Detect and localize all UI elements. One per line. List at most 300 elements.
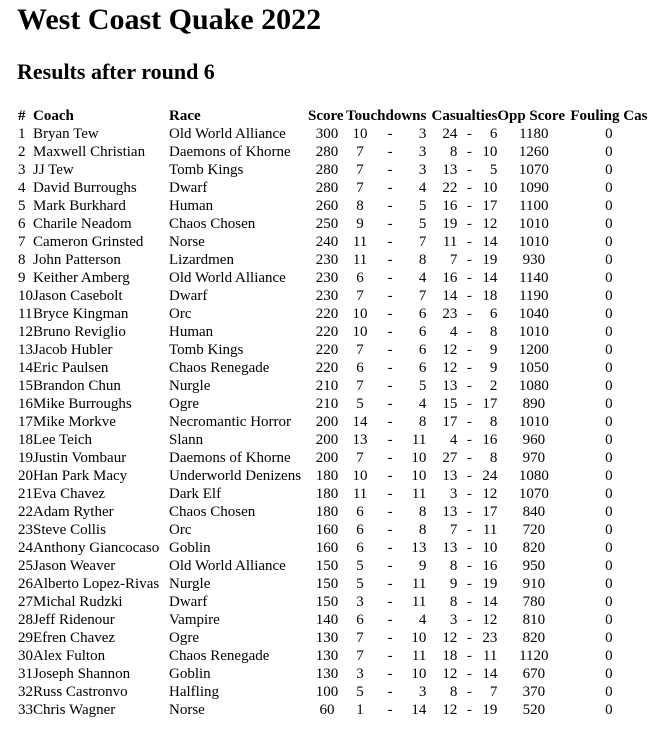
row-num: 8: [18, 252, 26, 268]
row-race: Chaos Renegade: [169, 360, 270, 376]
row-cas-for: 19: [442, 216, 458, 232]
row-num: 21: [18, 486, 33, 502]
row-td-for: 3: [356, 594, 364, 610]
row-opp-score: 1010: [518, 216, 549, 232]
row-num: 24: [18, 540, 33, 556]
row-cas-against: 9: [489, 360, 498, 376]
row-cas-against: 8: [489, 450, 498, 466]
row-cas-dash: -: [466, 468, 472, 484]
row-cas-dash: -: [466, 126, 472, 142]
row-num: 33: [18, 702, 33, 718]
row-opp-score: 890: [522, 396, 546, 412]
row-coach: Lee Teich: [33, 432, 93, 448]
row-td-dash: -: [387, 252, 393, 268]
row-td-dash: -: [387, 324, 393, 340]
row-cas-for: 27: [442, 450, 458, 466]
row-cas-for: 9: [449, 576, 458, 592]
row-cas-dash: -: [466, 396, 472, 412]
row-cas-against: 16: [482, 558, 498, 574]
row-coach: Anthony Giancocaso: [33, 540, 160, 556]
row-fouling-cas: 0: [605, 414, 613, 430]
row-td-dash: -: [387, 630, 393, 646]
row-cas-for: 12: [442, 702, 458, 718]
page-title: West Coast Quake 2022: [17, 3, 322, 36]
row-cas-for: 16: [442, 198, 458, 214]
row-coach: Keither Amberg: [33, 270, 130, 286]
row-fouling-cas: 0: [605, 198, 613, 214]
row-td-dash: -: [387, 540, 393, 556]
row-race: Goblin: [169, 666, 211, 682]
row-num: 9: [18, 270, 26, 286]
row-score: 100: [315, 684, 339, 700]
row-coach: Russ Castronvo: [33, 684, 128, 700]
header-fouling-cas: Fouling Cas: [570, 108, 648, 124]
row-td-for: 6: [356, 540, 364, 556]
row-race: Dwarf: [169, 594, 208, 610]
row-td-against: 11: [411, 576, 427, 592]
table-row: [18, 611, 647, 629]
row-fouling-cas: 0: [605, 504, 613, 520]
row-fouling-cas: 0: [605, 252, 613, 268]
row-cas-against: 10: [482, 540, 498, 556]
row-cas-against: 2: [489, 378, 498, 394]
table-row: [18, 395, 647, 413]
row-td-dash: -: [387, 522, 393, 538]
table-row: [18, 143, 647, 161]
row-score: 230: [315, 252, 339, 268]
row-opp-score: 1010: [518, 234, 549, 250]
row-td-dash: -: [387, 558, 393, 574]
row-fouling-cas: 0: [605, 288, 613, 304]
table-row: [18, 179, 647, 197]
row-fouling-cas: 0: [605, 486, 613, 502]
row-num: 5: [18, 198, 26, 214]
row-fouling-cas: 0: [605, 612, 613, 628]
row-num: 3: [18, 162, 26, 178]
row-td-against: 10: [411, 666, 427, 682]
table-row: [18, 197, 647, 215]
row-cas-dash: -: [466, 486, 472, 502]
row-td-against: 13: [411, 540, 427, 556]
row-coach: Eric Paulsen: [33, 360, 109, 376]
row-coach: Joseph Shannon: [33, 666, 131, 682]
row-score: 130: [315, 648, 339, 664]
row-opp-score: 930: [522, 252, 546, 268]
row-race: Norse: [169, 702, 205, 718]
row-race: Tomb Kings: [169, 162, 244, 178]
row-td-dash: -: [387, 378, 393, 394]
row-cas-dash: -: [466, 180, 472, 196]
table-row: [18, 701, 647, 719]
row-td-dash: -: [387, 216, 393, 232]
row-score: 220: [315, 306, 339, 322]
row-td-against: 7: [418, 234, 427, 250]
row-cas-against: 19: [482, 252, 498, 268]
row-race: Human: [169, 324, 214, 340]
row-td-against: 10: [411, 630, 427, 646]
row-num: 16: [18, 396, 33, 412]
table-row: [18, 233, 647, 251]
row-num: 23: [18, 522, 33, 538]
row-cas-for: 13: [442, 468, 458, 484]
row-td-dash: -: [387, 342, 393, 358]
row-race: Chaos Renegade: [169, 648, 270, 664]
row-cas-dash: -: [466, 504, 472, 520]
row-num: 15: [18, 378, 33, 394]
row-td-dash: -: [387, 360, 393, 376]
row-cas-against: 14: [482, 594, 498, 610]
row-td-dash: -: [387, 612, 393, 628]
row-td-dash: -: [387, 576, 393, 592]
row-opp-score: 1200: [518, 342, 549, 358]
row-cas-dash: -: [466, 594, 472, 610]
row-fouling-cas: 0: [605, 234, 613, 250]
header-casualties: Casualties: [431, 108, 498, 124]
row-race: Dwarf: [169, 288, 208, 304]
row-cas-against: 11: [482, 648, 498, 664]
row-cas-for: 12: [442, 360, 458, 376]
row-opp-score: 820: [522, 630, 546, 646]
row-num: 10: [18, 288, 33, 304]
row-cas-for: 8: [449, 594, 458, 610]
row-race: Chaos Chosen: [169, 216, 256, 232]
row-coach: Adam Ryther: [33, 504, 114, 520]
row-fouling-cas: 0: [605, 126, 613, 142]
row-fouling-cas: 0: [605, 684, 613, 700]
row-cas-dash: -: [466, 162, 472, 178]
row-td-against: 11: [411, 648, 427, 664]
header-touchdowns: Touchdowns: [346, 108, 427, 124]
row-td-for: 5: [356, 684, 364, 700]
table-row: [18, 377, 647, 395]
row-fouling-cas: 0: [605, 558, 613, 574]
row-num: 22: [18, 504, 33, 520]
table-row: [18, 161, 647, 179]
row-td-against: 3: [418, 144, 427, 160]
row-score: 150: [315, 576, 339, 592]
row-coach: Cameron Grinsted: [33, 234, 144, 250]
table-row: [18, 215, 647, 233]
row-score: 180: [315, 504, 339, 520]
row-opp-score: 840: [522, 504, 546, 520]
row-coach: Bryce Kingman: [33, 306, 129, 322]
table-row: [18, 323, 647, 341]
row-coach: Maxwell Christian: [33, 144, 146, 160]
row-td-dash: -: [387, 234, 393, 250]
row-num: 26: [18, 576, 33, 592]
row-cas-against: 19: [482, 702, 498, 718]
row-coach: Bryan Tew: [33, 126, 99, 142]
row-td-for: 8: [356, 198, 364, 214]
row-td-against: 4: [418, 396, 427, 412]
table-row: [18, 287, 647, 305]
row-fouling-cas: 0: [605, 270, 613, 286]
row-coach: Han Park Macy: [33, 468, 128, 484]
row-race: Old World Alliance: [169, 126, 286, 142]
row-opp-score: 1120: [519, 648, 549, 664]
row-opp-score: 520: [522, 702, 546, 718]
row-td-dash: -: [387, 162, 393, 178]
row-race: Old World Alliance: [169, 558, 286, 574]
row-cas-against: 6: [489, 126, 498, 142]
row-td-for: 7: [356, 162, 364, 178]
row-race: Old World Alliance: [169, 270, 286, 286]
row-cas-against: 12: [482, 216, 498, 232]
row-race: Necromantic Horror: [169, 414, 292, 430]
row-td-against: 7: [418, 288, 427, 304]
row-cas-against: 5: [489, 162, 498, 178]
row-td-against: 11: [411, 594, 427, 610]
table-row: [18, 647, 647, 665]
row-coach: Mike Burroughs: [33, 396, 132, 412]
row-opp-score: 960: [522, 432, 546, 448]
row-td-for: 7: [356, 378, 364, 394]
row-fouling-cas: 0: [605, 432, 613, 448]
header-num: #: [18, 108, 26, 124]
row-td-for: 13: [352, 432, 368, 448]
row-score: 140: [315, 612, 339, 628]
row-td-dash: -: [387, 180, 393, 196]
row-cas-against: 23: [482, 630, 498, 646]
row-cas-against: 7: [489, 684, 498, 700]
row-cas-dash: -: [466, 270, 472, 286]
row-num: 30: [18, 648, 33, 664]
row-cas-for: 12: [442, 342, 458, 358]
row-score: 300: [315, 126, 339, 142]
row-fouling-cas: 0: [605, 522, 613, 538]
row-num: 28: [18, 612, 33, 628]
row-opp-score: 1070: [518, 486, 549, 502]
row-fouling-cas: 0: [605, 342, 613, 358]
row-cas-for: 11: [442, 234, 458, 250]
row-td-dash: -: [387, 432, 393, 448]
row-fouling-cas: 0: [605, 450, 613, 466]
row-race: Nurgle: [169, 378, 211, 394]
row-cas-dash: -: [466, 630, 472, 646]
row-cas-against: 24: [482, 468, 498, 484]
row-td-for: 5: [356, 396, 364, 412]
row-td-for: 7: [356, 630, 364, 646]
row-cas-dash: -: [466, 252, 472, 268]
table-row: [18, 683, 647, 701]
row-td-for: 5: [356, 576, 364, 592]
row-td-against: 8: [418, 252, 427, 268]
row-td-against: 5: [418, 198, 427, 214]
row-fouling-cas: 0: [605, 162, 613, 178]
row-td-dash: -: [387, 306, 393, 322]
row-td-against: 4: [418, 270, 427, 286]
row-cas-for: 12: [442, 666, 458, 682]
row-cas-for: 15: [442, 396, 458, 412]
row-opp-score: 720: [522, 522, 546, 538]
row-opp-score: 1140: [519, 270, 549, 286]
row-opp-score: 1090: [518, 180, 549, 196]
row-cas-against: 6: [489, 306, 498, 322]
row-cas-dash: -: [466, 144, 472, 160]
row-cas-against: 16: [482, 432, 498, 448]
row-cas-for: 8: [449, 684, 458, 700]
row-td-for: 3: [356, 666, 364, 682]
row-coach: John Patterson: [33, 252, 121, 268]
row-td-against: 3: [418, 684, 427, 700]
row-score: 130: [315, 666, 339, 682]
row-td-against: 11: [411, 486, 427, 502]
row-cas-dash: -: [466, 702, 472, 718]
row-score: 220: [315, 360, 339, 376]
row-cas-for: 4: [449, 432, 458, 448]
row-cas-dash: -: [466, 576, 472, 592]
row-td-dash: -: [387, 144, 393, 160]
row-cas-against: 9: [489, 342, 498, 358]
row-td-dash: -: [387, 198, 393, 214]
row-td-dash: -: [387, 450, 393, 466]
table-row: [18, 305, 647, 323]
row-cas-against: 17: [482, 198, 498, 214]
row-cas-for: 7: [449, 522, 458, 538]
row-td-against: 9: [418, 558, 427, 574]
row-coach: Jeff Ridenour: [33, 612, 115, 628]
table-row: [18, 251, 647, 269]
row-coach: Efren Chavez: [33, 630, 116, 646]
results-body: [18, 125, 647, 719]
row-cas-against: 10: [482, 180, 498, 196]
row-coach: Mark Burkhard: [33, 198, 126, 214]
table-row: [18, 503, 647, 521]
table-row: [18, 485, 647, 503]
row-opp-score: 1180: [519, 126, 549, 142]
row-cas-against: 12: [482, 486, 498, 502]
row-td-dash: -: [387, 648, 393, 664]
row-td-for: 6: [356, 504, 364, 520]
row-opp-score: 1010: [518, 414, 549, 430]
header-opp-score: Opp Score: [497, 108, 565, 124]
row-fouling-cas: 0: [605, 702, 613, 718]
header-score: Score: [308, 108, 344, 124]
row-td-against: 8: [418, 504, 427, 520]
row-race: Norse: [169, 234, 205, 250]
row-coach: Michal Rudzki: [33, 594, 123, 610]
row-td-against: 5: [418, 216, 427, 232]
row-score: 130: [315, 630, 339, 646]
row-td-for: 7: [356, 450, 364, 466]
row-cas-for: 14: [442, 288, 458, 304]
row-coach: Chris Wagner: [33, 702, 116, 718]
row-num: 4: [18, 180, 26, 196]
row-cas-for: 8: [449, 144, 458, 160]
row-num: 29: [18, 630, 33, 646]
table-row: [18, 557, 647, 575]
row-opp-score: 1100: [519, 198, 549, 214]
row-num: 18: [18, 432, 33, 448]
row-fouling-cas: 0: [605, 648, 613, 664]
table-row: [18, 539, 647, 557]
table-row: [18, 125, 647, 143]
row-cas-for: 23: [442, 306, 458, 322]
row-cas-for: 3: [449, 486, 458, 502]
row-cas-dash: -: [466, 324, 472, 340]
row-opp-score: 910: [522, 576, 546, 592]
row-cas-against: 17: [482, 396, 498, 412]
row-fouling-cas: 0: [605, 180, 613, 196]
table-row: [18, 665, 647, 683]
table-row: [18, 593, 647, 611]
row-cas-dash: -: [466, 450, 472, 466]
row-score: 60: [319, 702, 335, 718]
row-coach: Alberto Lopez-Rivas: [33, 576, 160, 592]
row-score: 240: [315, 234, 339, 250]
row-td-dash: -: [387, 702, 393, 718]
row-num: 11: [18, 306, 33, 322]
table-header-row: [18, 107, 647, 125]
row-num: 31: [18, 666, 33, 682]
row-race: Underworld Denizens: [169, 468, 302, 484]
row-cas-against: 8: [489, 324, 498, 340]
row-num: 2: [18, 144, 26, 160]
header-coach: Coach: [33, 108, 74, 124]
row-race: Nurgle: [169, 576, 211, 592]
row-race: Human: [169, 198, 214, 214]
row-fouling-cas: 0: [605, 666, 613, 682]
row-coach: Justin Vombaur: [33, 450, 127, 466]
table-row: [18, 449, 647, 467]
row-td-against: 4: [418, 612, 427, 628]
row-td-for: 1: [356, 702, 364, 718]
row-fouling-cas: 0: [605, 594, 613, 610]
row-race: Daemons of Khorne: [169, 450, 291, 466]
row-score: 210: [315, 396, 339, 412]
row-opp-score: 1080: [518, 378, 549, 394]
table-row: [18, 341, 647, 359]
row-opp-score: 1070: [518, 162, 549, 178]
row-num: 1: [18, 126, 26, 142]
row-td-dash: -: [387, 414, 393, 430]
row-fouling-cas: 0: [605, 378, 613, 394]
row-num: 17: [18, 414, 33, 430]
row-td-for: 6: [356, 612, 364, 628]
row-cas-dash: -: [466, 306, 472, 322]
row-coach: JJ Tew: [33, 162, 74, 178]
row-race: Goblin: [169, 540, 211, 556]
row-cas-against: 18: [482, 288, 498, 304]
table-row: [18, 575, 647, 593]
table-row: [18, 431, 647, 449]
row-coach: David Burroughs: [33, 180, 137, 196]
row-race: Tomb Kings: [169, 342, 244, 358]
row-cas-for: 13: [442, 540, 458, 556]
row-td-against: 8: [418, 414, 427, 430]
row-td-for: 14: [352, 414, 368, 430]
row-num: 25: [18, 558, 33, 574]
row-td-against: 6: [418, 324, 427, 340]
row-cas-for: 7: [449, 252, 458, 268]
row-td-against: 3: [418, 162, 427, 178]
row-score: 250: [315, 216, 339, 232]
row-td-for: 7: [356, 288, 364, 304]
row-cas-dash: -: [466, 234, 472, 250]
row-score: 280: [315, 144, 339, 160]
row-num: 7: [18, 234, 26, 250]
row-cas-dash: -: [466, 612, 472, 628]
row-coach: Brandon Chun: [33, 378, 121, 394]
row-cas-against: 17: [482, 504, 498, 520]
row-cas-against: 8: [489, 414, 498, 430]
row-cas-against: 19: [482, 576, 498, 592]
row-coach: Steve Collis: [33, 522, 106, 538]
row-fouling-cas: 0: [605, 144, 613, 160]
row-fouling-cas: 0: [605, 360, 613, 376]
row-td-for: 6: [356, 360, 364, 376]
row-opp-score: 1260: [518, 144, 549, 160]
